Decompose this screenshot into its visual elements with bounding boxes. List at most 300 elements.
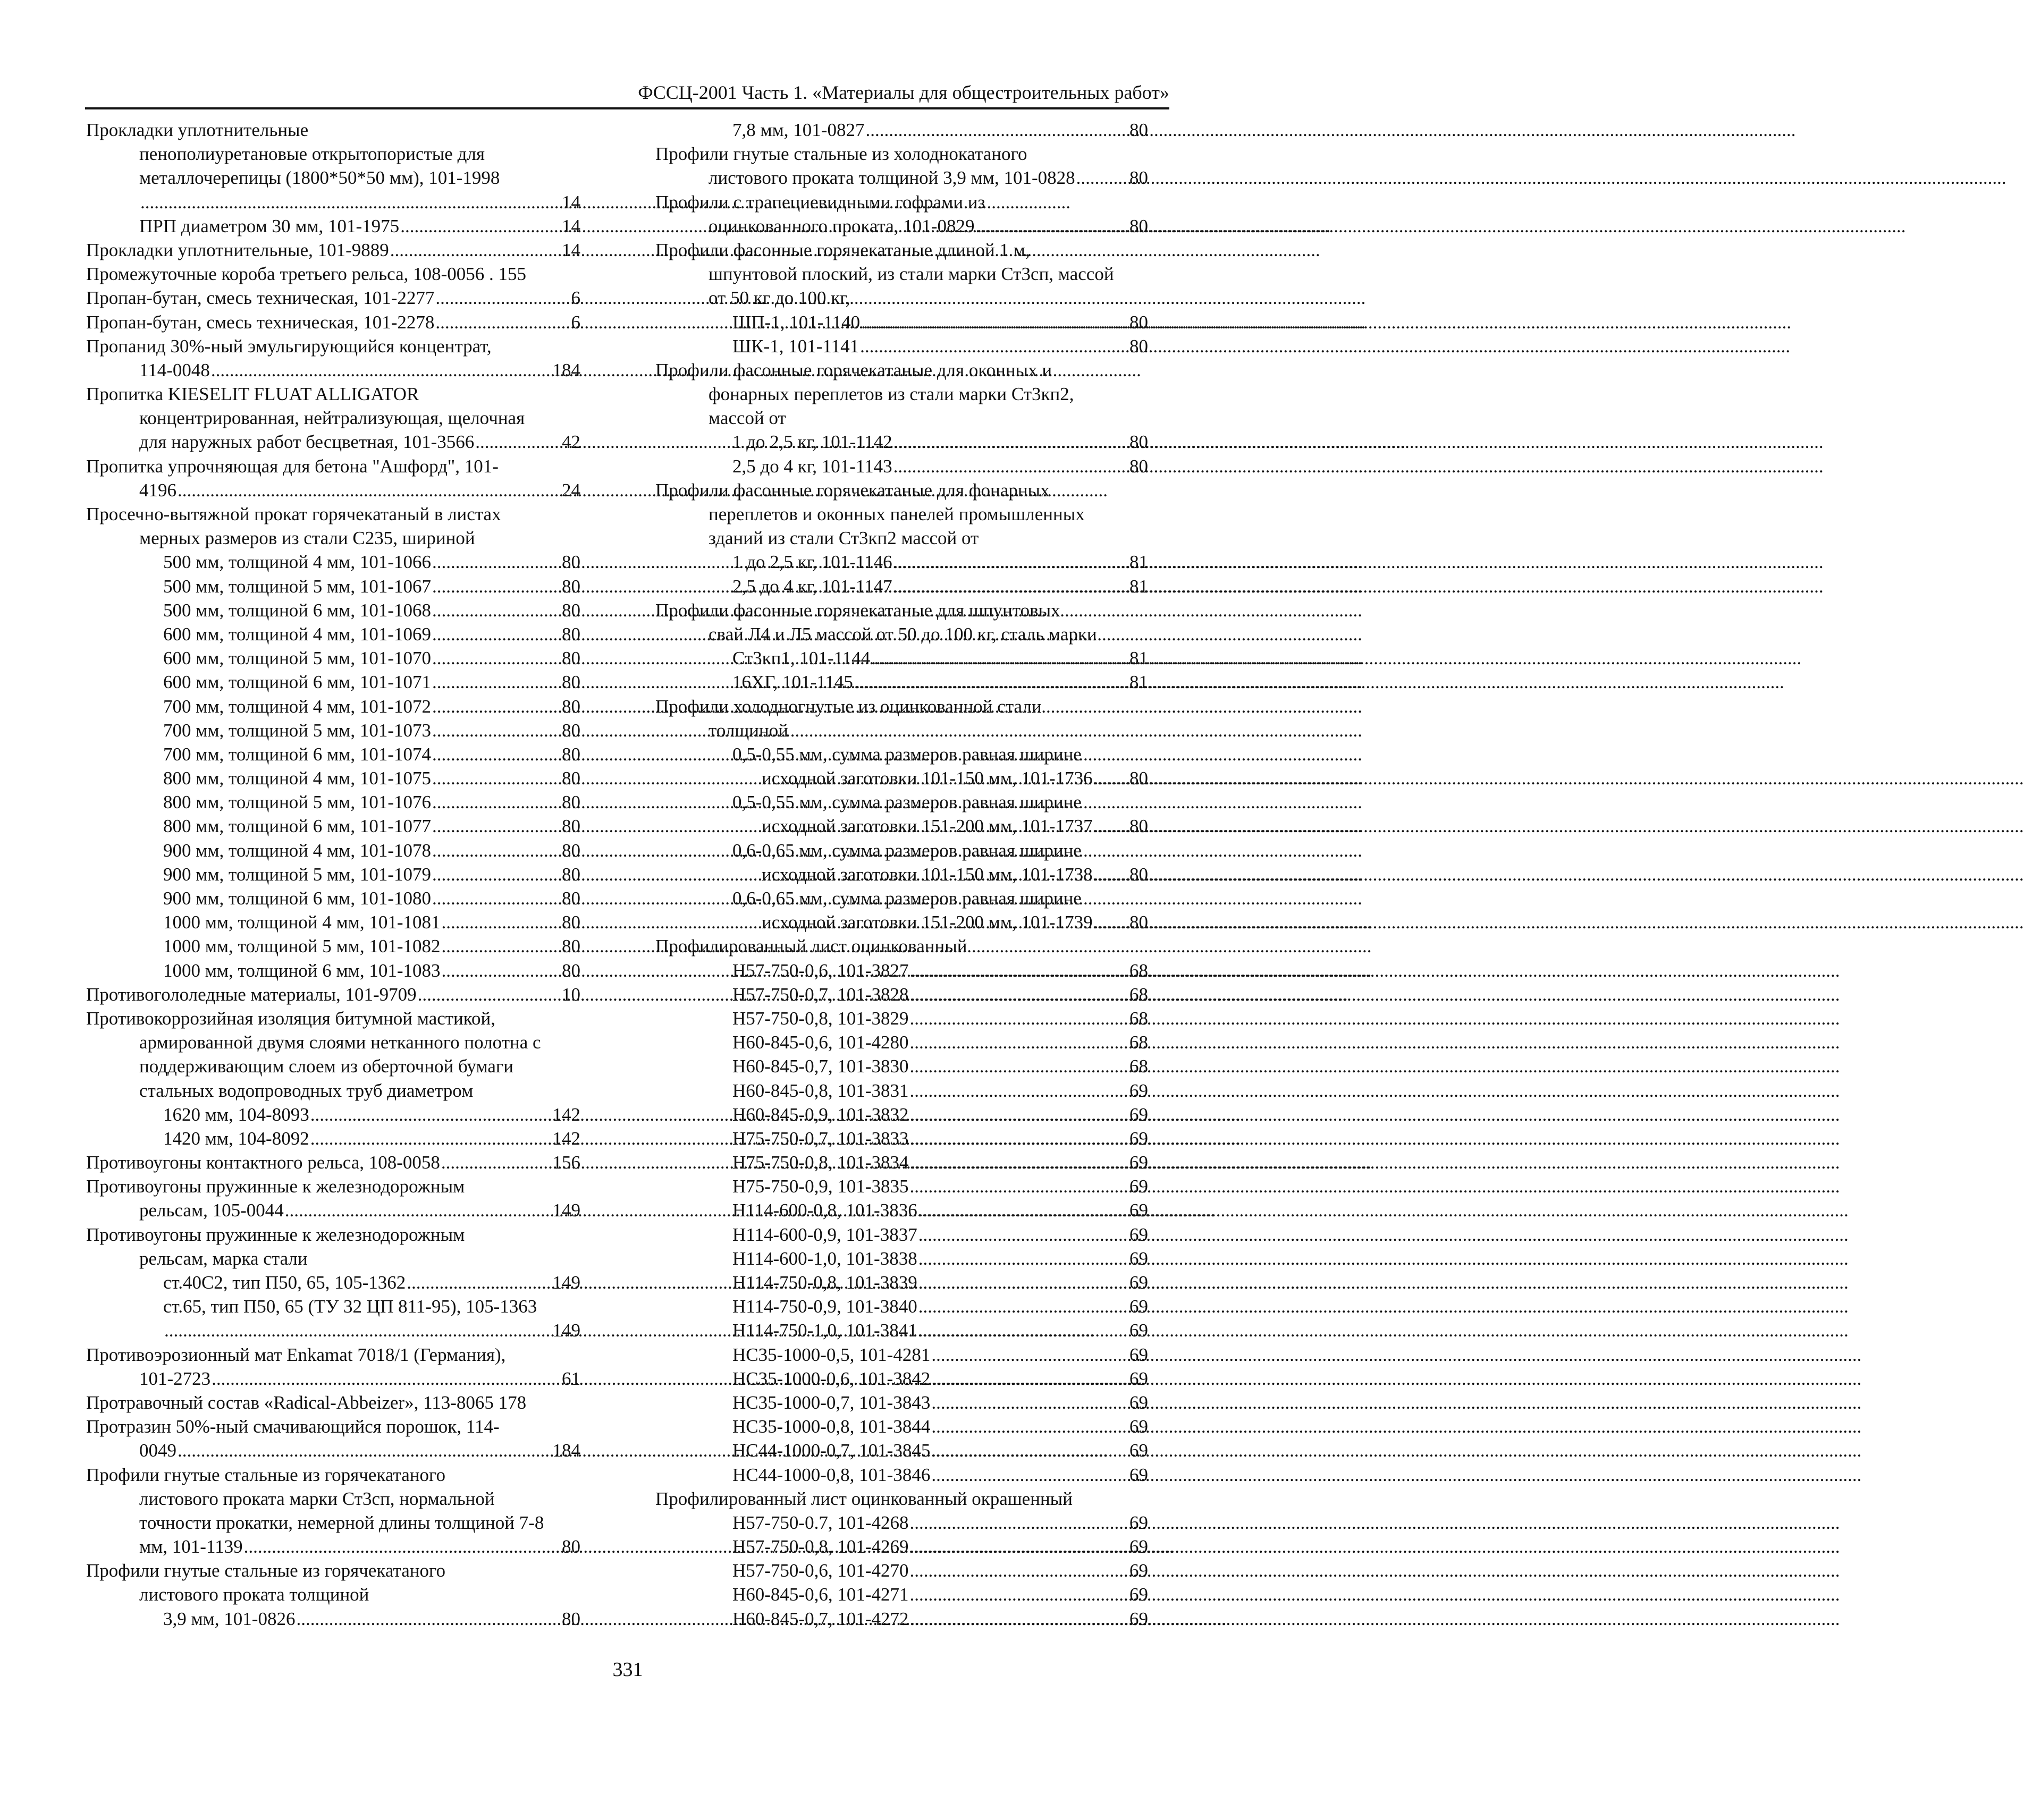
entry-text: Н114-600-0,8, 101-3836 xyxy=(732,1200,917,1221)
dot-leader xyxy=(400,214,561,238)
index-entry-line xyxy=(86,622,580,646)
dot-leader xyxy=(975,214,1128,238)
index-entry-line xyxy=(655,1150,1148,1174)
dot-leader xyxy=(1094,814,1128,838)
dot-leader xyxy=(931,1415,1128,1438)
entry-text: 1420 мм, 104-8092 xyxy=(163,1128,309,1149)
index-entry-line xyxy=(655,1391,1148,1415)
index-entry-line xyxy=(86,166,580,190)
running-header xyxy=(85,80,1169,109)
entry-page-number: 14 xyxy=(562,191,580,213)
entry-page-number: 69 xyxy=(1129,1584,1148,1605)
index-entry-line xyxy=(655,1054,1148,1078)
index-entry-line xyxy=(655,646,1148,670)
entry-page-number: 69 xyxy=(1129,1176,1148,1197)
index-entry-line xyxy=(86,1367,580,1391)
entry-page-number: 156 xyxy=(552,1152,580,1173)
index-entry-line xyxy=(86,142,580,166)
index-entry-line xyxy=(86,550,580,574)
dot-leader xyxy=(910,1535,1129,1559)
entry-page-number: 149 xyxy=(552,1200,580,1221)
index-entry-line xyxy=(86,1343,580,1367)
index-entry-line xyxy=(86,406,580,430)
entry-text: Н60-845-0,6, 101-4280 xyxy=(732,1032,909,1053)
entry-page-number: 14 xyxy=(562,215,580,236)
index-entry-line xyxy=(86,574,580,598)
entry-text: 16ХГ, 101-1145 xyxy=(732,672,853,693)
dot-leader xyxy=(432,670,561,694)
entry-text: Н57-750-0,6, 101-3827 xyxy=(732,960,909,981)
entry-text: 900 мм, толщиной 4 мм, 101-1078 xyxy=(163,840,431,861)
index-entry-line xyxy=(86,1103,580,1127)
entry-page-number: 80 xyxy=(562,696,580,717)
entry-text: шпунтовой плоский, из стали марки Ст3сп, массой xyxy=(709,264,1114,285)
index-entry-line xyxy=(655,934,1148,958)
dot-leader xyxy=(910,1607,1129,1631)
entry-text: 3,9 мм, 101-0826 xyxy=(163,1608,296,1629)
index-entry-line xyxy=(86,934,580,958)
index-entry-line xyxy=(86,238,580,262)
entry-page-number: 80 xyxy=(562,960,580,981)
index-entry-line xyxy=(655,310,1148,334)
entry-text: НС44-1000-0,8, 101-3846 xyxy=(732,1464,931,1485)
dot-leader xyxy=(910,1559,1129,1582)
index-entry-line xyxy=(655,1271,1148,1294)
entry-text: 800 мм, толщиной 6 мм, 101-1077 xyxy=(163,816,431,837)
entry-page-number: 6 xyxy=(571,311,580,333)
dot-leader xyxy=(178,1438,552,1462)
index-entry-line xyxy=(655,502,1148,526)
dot-leader xyxy=(893,454,1128,478)
dot-leader xyxy=(893,574,1128,598)
entry-page-number: 69 xyxy=(1129,1104,1148,1125)
entry-text: Н75-750-0,9, 101-3835 xyxy=(732,1176,909,1197)
entry-page-number: 80 xyxy=(1129,335,1148,357)
entry-text: Н114-750-0,8, 101-3839 xyxy=(732,1272,917,1293)
entry-text: массой от xyxy=(709,408,786,429)
index-entry-line xyxy=(655,742,1148,766)
dot-leader xyxy=(432,574,561,598)
entry-page-number: 142 xyxy=(552,1128,580,1149)
index-entry-line xyxy=(655,1607,1148,1631)
index-entry-line xyxy=(655,1198,1148,1222)
entry-text: Пропитка упрочняющая для бетона "Ашфорд", 101- xyxy=(86,455,499,477)
entry-page-number: 80 xyxy=(1129,816,1148,837)
entry-page-number: 80 xyxy=(1129,455,1148,477)
entry-page-number: 142 xyxy=(552,1104,580,1125)
index-entry-line xyxy=(86,1054,580,1078)
index-entry-line xyxy=(86,262,580,286)
entry-text: переплетов и оконных панелей промышленных xyxy=(709,504,1085,524)
entry-page-number: 10 xyxy=(562,984,580,1005)
index-entry-line xyxy=(655,1559,1148,1582)
entry-text: исходной заготовки 101-150 мм, 101-1736 xyxy=(762,768,1093,789)
index-entry-line xyxy=(655,1294,1148,1318)
entry-text: Промежуточные короба третьего рельса, 108-0056 . 155 xyxy=(86,264,527,285)
entry-text: Профилированный лист оцинкованный xyxy=(655,936,967,957)
index-entry-line xyxy=(86,1030,580,1054)
entry-text: рельсам, 105-0044 xyxy=(139,1200,284,1221)
entry-text: Прокладки уплотнительные xyxy=(86,120,309,140)
entry-page-number: 69 xyxy=(1129,1416,1148,1437)
entry-page-number: 69 xyxy=(1129,1464,1148,1485)
entry-text: пенополиуретановые открытопористые для xyxy=(139,143,485,165)
dot-leader xyxy=(865,118,1128,142)
index-entry-line xyxy=(655,526,1148,550)
index-entry-line xyxy=(655,695,1148,718)
entry-text: армированной двумя слоями нетканного полотна с xyxy=(139,1032,541,1053)
dot-leader xyxy=(432,742,561,766)
entry-page-number: 80 xyxy=(562,768,580,789)
dot-leader xyxy=(418,983,561,1006)
index-entry-line xyxy=(655,382,1148,406)
dot-leader xyxy=(435,286,570,310)
index-entry-line xyxy=(86,839,580,862)
dot-leader xyxy=(910,1127,1129,1150)
dot-leader xyxy=(432,718,561,742)
entry-text: металлочерепицы (1800*50*50 мм), 101-1998 xyxy=(139,167,500,189)
entry-text: 0,5-0,55 мм, сумма размеров равная ширине xyxy=(732,792,1082,813)
entry-page-number: 80 xyxy=(562,719,580,741)
entry-page-number: 80 xyxy=(562,623,580,645)
entry-text: Н60-845-0,6, 101-4271 xyxy=(732,1584,909,1605)
dot-leader xyxy=(893,550,1128,574)
entry-page-number: 80 xyxy=(562,840,580,861)
dot-leader xyxy=(910,959,1129,983)
entry-text: Н60-845-0,8, 101-3831 xyxy=(732,1080,909,1101)
entry-text: Н75-750-0,8, 101-3834 xyxy=(732,1152,909,1173)
entry-text: 1 до 2,5 кг, 101-1142 xyxy=(732,431,892,453)
index-entry-line xyxy=(86,1438,580,1462)
entry-page-number: 80 xyxy=(562,864,580,885)
index-entry-line xyxy=(86,1487,580,1511)
entry-text: 7,8 мм, 101-0827 xyxy=(732,120,865,140)
dot-leader xyxy=(931,1463,1128,1487)
index-entry-line xyxy=(655,574,1148,598)
entry-text: 0,6-0,65 мм, сумма размеров равная ширине xyxy=(732,888,1082,909)
entry-page-number: 80 xyxy=(562,1608,580,1629)
index-entry-line xyxy=(655,1079,1148,1103)
index-entry-line xyxy=(655,1223,1148,1247)
entry-page-number: 81 xyxy=(1129,552,1148,573)
dot-leader xyxy=(435,310,570,334)
entry-page-number: 80 xyxy=(562,575,580,597)
entry-page-number: 80 xyxy=(562,552,580,573)
dot-leader xyxy=(432,862,561,886)
entry-page-number: 69 xyxy=(1129,1320,1148,1341)
entry-text: Профили фасонные горячекатаные длиной 1 м, xyxy=(655,239,1030,260)
index-entry-line xyxy=(86,983,580,1006)
entry-page-number: 80 xyxy=(562,888,580,909)
entry-text: стальных водопроводных труб диаметром xyxy=(139,1080,474,1101)
index-entry-line xyxy=(86,334,580,358)
entry-page-number: 81 xyxy=(1129,672,1148,693)
index-entry-line xyxy=(655,1006,1148,1030)
index-entry-line xyxy=(86,1559,580,1582)
index-entry-line xyxy=(655,1318,1148,1342)
index-entry-line xyxy=(655,862,1148,886)
index-entry-line xyxy=(655,910,1148,934)
entry-text: Н114-600-0,9, 101-3837 xyxy=(732,1224,917,1245)
entry-text: листового проката марки Ст3сп, нормальной xyxy=(139,1488,495,1509)
index-entry-line xyxy=(86,1223,580,1247)
entry-text: 500 мм, толщиной 5 мм, 101-1067 xyxy=(163,575,431,597)
index-entry-line xyxy=(655,598,1148,622)
entry-page-number: 80 xyxy=(1129,167,1148,189)
dot-leader xyxy=(432,766,561,790)
dot-leader xyxy=(1076,166,1128,190)
entry-text: 1000 мм, толщиной 6 мм, 101-1083 xyxy=(163,960,441,981)
entry-text: Противогололедные материалы, 101-9709 xyxy=(86,984,417,1005)
entry-text: Профили гнутые стальные из холоднокатаного xyxy=(655,143,1027,165)
dot-leader xyxy=(432,695,561,718)
dot-leader xyxy=(910,1030,1129,1054)
entry-text: Профили гнутые стальные из горячекатаного xyxy=(86,1464,445,1485)
entry-page-number: 80 xyxy=(562,672,580,693)
index-entry-line xyxy=(655,406,1148,430)
entry-page-number: 69 xyxy=(1129,1560,1148,1581)
entry-text: Ст3кп1, 101-1144 xyxy=(732,648,871,669)
index-entry-line xyxy=(655,766,1148,790)
index-entry-line xyxy=(655,1030,1148,1054)
index-entry-line xyxy=(86,695,580,718)
index-entry-line xyxy=(655,622,1148,646)
index-column-left xyxy=(86,118,580,1631)
index-entry-line xyxy=(86,1247,580,1271)
index-entry-line xyxy=(655,670,1148,694)
entry-text: Профили фасонные горячекатаные для оконных и xyxy=(655,359,1052,380)
entry-text: Профили фасонные горячекатаные для шпунтовых xyxy=(655,599,1060,621)
dot-leader xyxy=(860,334,1128,358)
dot-leader xyxy=(871,646,1128,670)
index-column-right xyxy=(655,118,1148,1631)
entry-text: Н60-845-0,7, 101-4272 xyxy=(732,1608,909,1629)
index-entry-line xyxy=(86,1294,580,1318)
entry-page-number: 149 xyxy=(552,1272,580,1293)
entry-text: 4196 xyxy=(139,479,176,501)
entry-page-number: 80 xyxy=(1129,768,1148,789)
dot-leader xyxy=(910,1582,1129,1606)
dot-leader xyxy=(918,1223,1128,1247)
dot-leader xyxy=(893,430,1128,454)
page-number: 331 xyxy=(612,1658,643,1681)
entry-text: листового проката толщиной xyxy=(139,1584,369,1605)
entry-page-number: 69 xyxy=(1129,1608,1148,1629)
dot-leader xyxy=(407,1271,551,1294)
entry-page-number: 69 xyxy=(1129,1224,1148,1245)
index-entry-line xyxy=(655,1511,1148,1535)
index-entry-line xyxy=(655,550,1148,574)
index-entry-line xyxy=(655,1103,1148,1127)
index-entry-line xyxy=(655,118,1148,142)
entry-text: Профилированный лист оцинкованный окрашенный xyxy=(655,1488,1073,1509)
entry-page-number: 69 xyxy=(1129,1368,1148,1389)
dot-leader xyxy=(854,670,1128,694)
dot-leader xyxy=(931,1367,1128,1391)
entry-page-number: 80 xyxy=(562,816,580,837)
index-entry-line xyxy=(86,118,580,142)
entry-text: Профили фасонные горячекатаные для фонарных xyxy=(655,479,1050,501)
entry-text: 2,5 до 4 кг, 101-1143 xyxy=(732,455,892,477)
index-entry-line xyxy=(655,1438,1148,1462)
dot-leader xyxy=(432,814,561,838)
index-entry-line xyxy=(655,430,1148,454)
dot-leader xyxy=(910,1174,1129,1198)
index-entry-line xyxy=(86,1127,580,1150)
dot-leader xyxy=(918,1271,1128,1294)
entry-page-number: 68 xyxy=(1129,1056,1148,1077)
entry-page-number: 42 xyxy=(562,431,580,453)
entry-page-number: 80 xyxy=(1129,912,1148,933)
dot-leader xyxy=(178,478,561,502)
entry-text: 700 мм, толщиной 6 мм, 101-1074 xyxy=(163,743,431,765)
index-entry-line xyxy=(655,190,1148,214)
index-entry-line xyxy=(655,839,1148,862)
index-entry-line xyxy=(86,1174,580,1198)
entry-text: ПРП диаметром 30 мм, 101-1975 xyxy=(139,215,400,236)
dot-leader xyxy=(432,646,561,670)
entry-text: Н57-750-0,7, 101-3828 xyxy=(732,984,909,1005)
dot-leader xyxy=(918,1294,1128,1318)
entry-text: 500 мм, толщиной 4 мм, 101-1066 xyxy=(163,552,431,573)
entry-page-number: 68 xyxy=(1129,1032,1148,1053)
entry-page-number: 149 xyxy=(552,1320,580,1341)
dot-leader xyxy=(432,839,561,862)
dot-leader xyxy=(931,1391,1128,1415)
entry-text: Н57-750-0,8, 101-4269 xyxy=(732,1536,909,1557)
index-entry-line xyxy=(86,1150,580,1174)
index-entry-line xyxy=(86,190,580,214)
index-entry-line xyxy=(655,262,1148,286)
index-entry-line xyxy=(655,1174,1148,1198)
dot-leader xyxy=(296,1607,561,1631)
dot-leader xyxy=(918,1198,1128,1222)
entry-text: 1000 мм, толщиной 5 мм, 101-1082 xyxy=(163,936,441,957)
index-entry-line xyxy=(86,1415,580,1438)
entry-text: концентрированная, нейтрализующая, щелочная xyxy=(139,408,525,429)
entry-text: свай Л4 и Л5 массой от 50 до 100 кг, сталь марки xyxy=(709,623,1097,645)
index-entry-line xyxy=(86,430,580,454)
entry-text: Н57-750-0,6, 101-4270 xyxy=(732,1560,909,1581)
entry-page-number: 24 xyxy=(562,479,580,501)
entry-text: листового проката толщиной 3,9 мм, 101-0828 xyxy=(709,167,1075,189)
index-entry-line xyxy=(655,1247,1148,1271)
entry-text: оцинкованного проката, 101-0829 xyxy=(709,215,975,236)
entry-text: Н57-750-0.7, 101-4268 xyxy=(732,1512,909,1533)
entry-text: НС35-1000-0,7, 101-3843 xyxy=(732,1392,931,1413)
dot-leader xyxy=(931,1343,1128,1367)
dot-leader xyxy=(441,959,561,983)
entry-page-number: 6 xyxy=(571,287,580,309)
entry-text: Противоугоны контактного рельса, 108-0058 xyxy=(86,1152,440,1173)
index-entry-line xyxy=(655,886,1148,910)
entry-text: Пропитка KIESELIT FLUAT ALLIGATOR xyxy=(86,384,419,405)
entry-text: рельсам, марка стали xyxy=(139,1248,308,1269)
entry-text: Противокоррозийная изоляция битумной мастикой, xyxy=(86,1008,495,1029)
entry-page-number: 81 xyxy=(1129,648,1148,669)
index-entry-line xyxy=(86,1079,580,1103)
index-entry-line xyxy=(86,959,580,983)
header-title: ФССЦ-2001 Часть 1. «Материалы для общестроительных работ» xyxy=(638,82,1169,103)
entry-page-number: 69 xyxy=(1129,1440,1148,1461)
index-entry-line xyxy=(655,166,1148,190)
index-entry-line xyxy=(655,814,1148,838)
index-entry-line xyxy=(655,1343,1148,1367)
entry-text: Пропан-бутан, смесь техническая, 101-2278 xyxy=(86,311,435,333)
index-entry-line xyxy=(86,358,580,382)
index-entry-line xyxy=(655,1367,1148,1391)
entry-text: Противоугоны пружинные к железнодорожным xyxy=(86,1176,465,1197)
dot-leader xyxy=(910,1511,1129,1535)
entry-text: точности прокатки, немерной длины толщиной 7-8 xyxy=(139,1512,544,1533)
index-entry-line xyxy=(86,286,580,310)
index-entry-line xyxy=(655,286,1148,310)
entry-page-number: 81 xyxy=(1129,575,1148,597)
index-entry-line xyxy=(86,502,580,526)
entry-page-number: 69 xyxy=(1129,1080,1148,1101)
entry-text: 1 до 2,5 кг, 101-1146 xyxy=(732,552,892,573)
entry-page-number: 69 xyxy=(1129,1296,1148,1317)
index-entry-line xyxy=(86,1198,580,1222)
entry-page-number: 69 xyxy=(1129,1344,1148,1365)
index-entry-line xyxy=(86,1271,580,1294)
dot-leader xyxy=(432,598,561,622)
dot-leader xyxy=(918,1247,1128,1271)
dot-leader xyxy=(1094,862,1128,886)
index-entry-line xyxy=(655,454,1148,478)
entry-text: Н60-845-0,7, 101-3830 xyxy=(732,1056,909,1077)
dot-leader xyxy=(910,1150,1129,1174)
entry-text: НС44-1000-0,7, 101-3845 xyxy=(732,1440,931,1461)
entry-page-number: 68 xyxy=(1129,1008,1148,1029)
entry-text: 700 мм, толщиной 4 мм, 101-1072 xyxy=(163,696,431,717)
index-entry-line xyxy=(86,1318,580,1342)
entry-page-number: 69 xyxy=(1129,1200,1148,1221)
dot-leader xyxy=(432,622,561,646)
entry-text: зданий из стали Ст3кп2 массой от xyxy=(709,528,979,549)
index-entry-line xyxy=(655,718,1148,742)
entry-page-number: 184 xyxy=(552,1440,580,1461)
dot-leader xyxy=(861,310,1128,334)
entry-text: поддерживающим слоем из оберточной бумаги xyxy=(139,1056,513,1077)
entry-page-number: 80 xyxy=(562,936,580,957)
entry-page-number: 80 xyxy=(1129,431,1148,453)
index-entry-line xyxy=(86,598,580,622)
dot-leader xyxy=(441,934,561,958)
entry-page-number: 80 xyxy=(562,792,580,813)
entry-page-number: 184 xyxy=(552,359,580,380)
index-entry-line xyxy=(655,142,1148,166)
index-entry-line xyxy=(655,334,1148,358)
index-entry-line xyxy=(86,1006,580,1030)
dot-leader xyxy=(910,1006,1129,1030)
entry-page-number: 80 xyxy=(1129,311,1148,333)
dot-leader xyxy=(432,886,561,910)
index-entry-line xyxy=(655,358,1148,382)
entry-page-number: 69 xyxy=(1129,1536,1148,1557)
index-entry-line xyxy=(86,910,580,934)
dot-leader xyxy=(285,1198,552,1222)
entry-text: ШК-1, 101-1141 xyxy=(732,335,859,357)
entry-text: от 50 кг до 100 кг, xyxy=(709,287,850,309)
entry-text: ст.40С2, тип П50, 65, 105-1362 xyxy=(163,1272,406,1293)
index-entry-line xyxy=(86,1535,580,1559)
entry-page-number: 68 xyxy=(1129,960,1148,981)
dot-leader xyxy=(212,1367,561,1391)
entry-page-number: 69 xyxy=(1129,1512,1148,1533)
index-entry-line xyxy=(655,478,1148,502)
index-entry-line xyxy=(86,214,580,238)
